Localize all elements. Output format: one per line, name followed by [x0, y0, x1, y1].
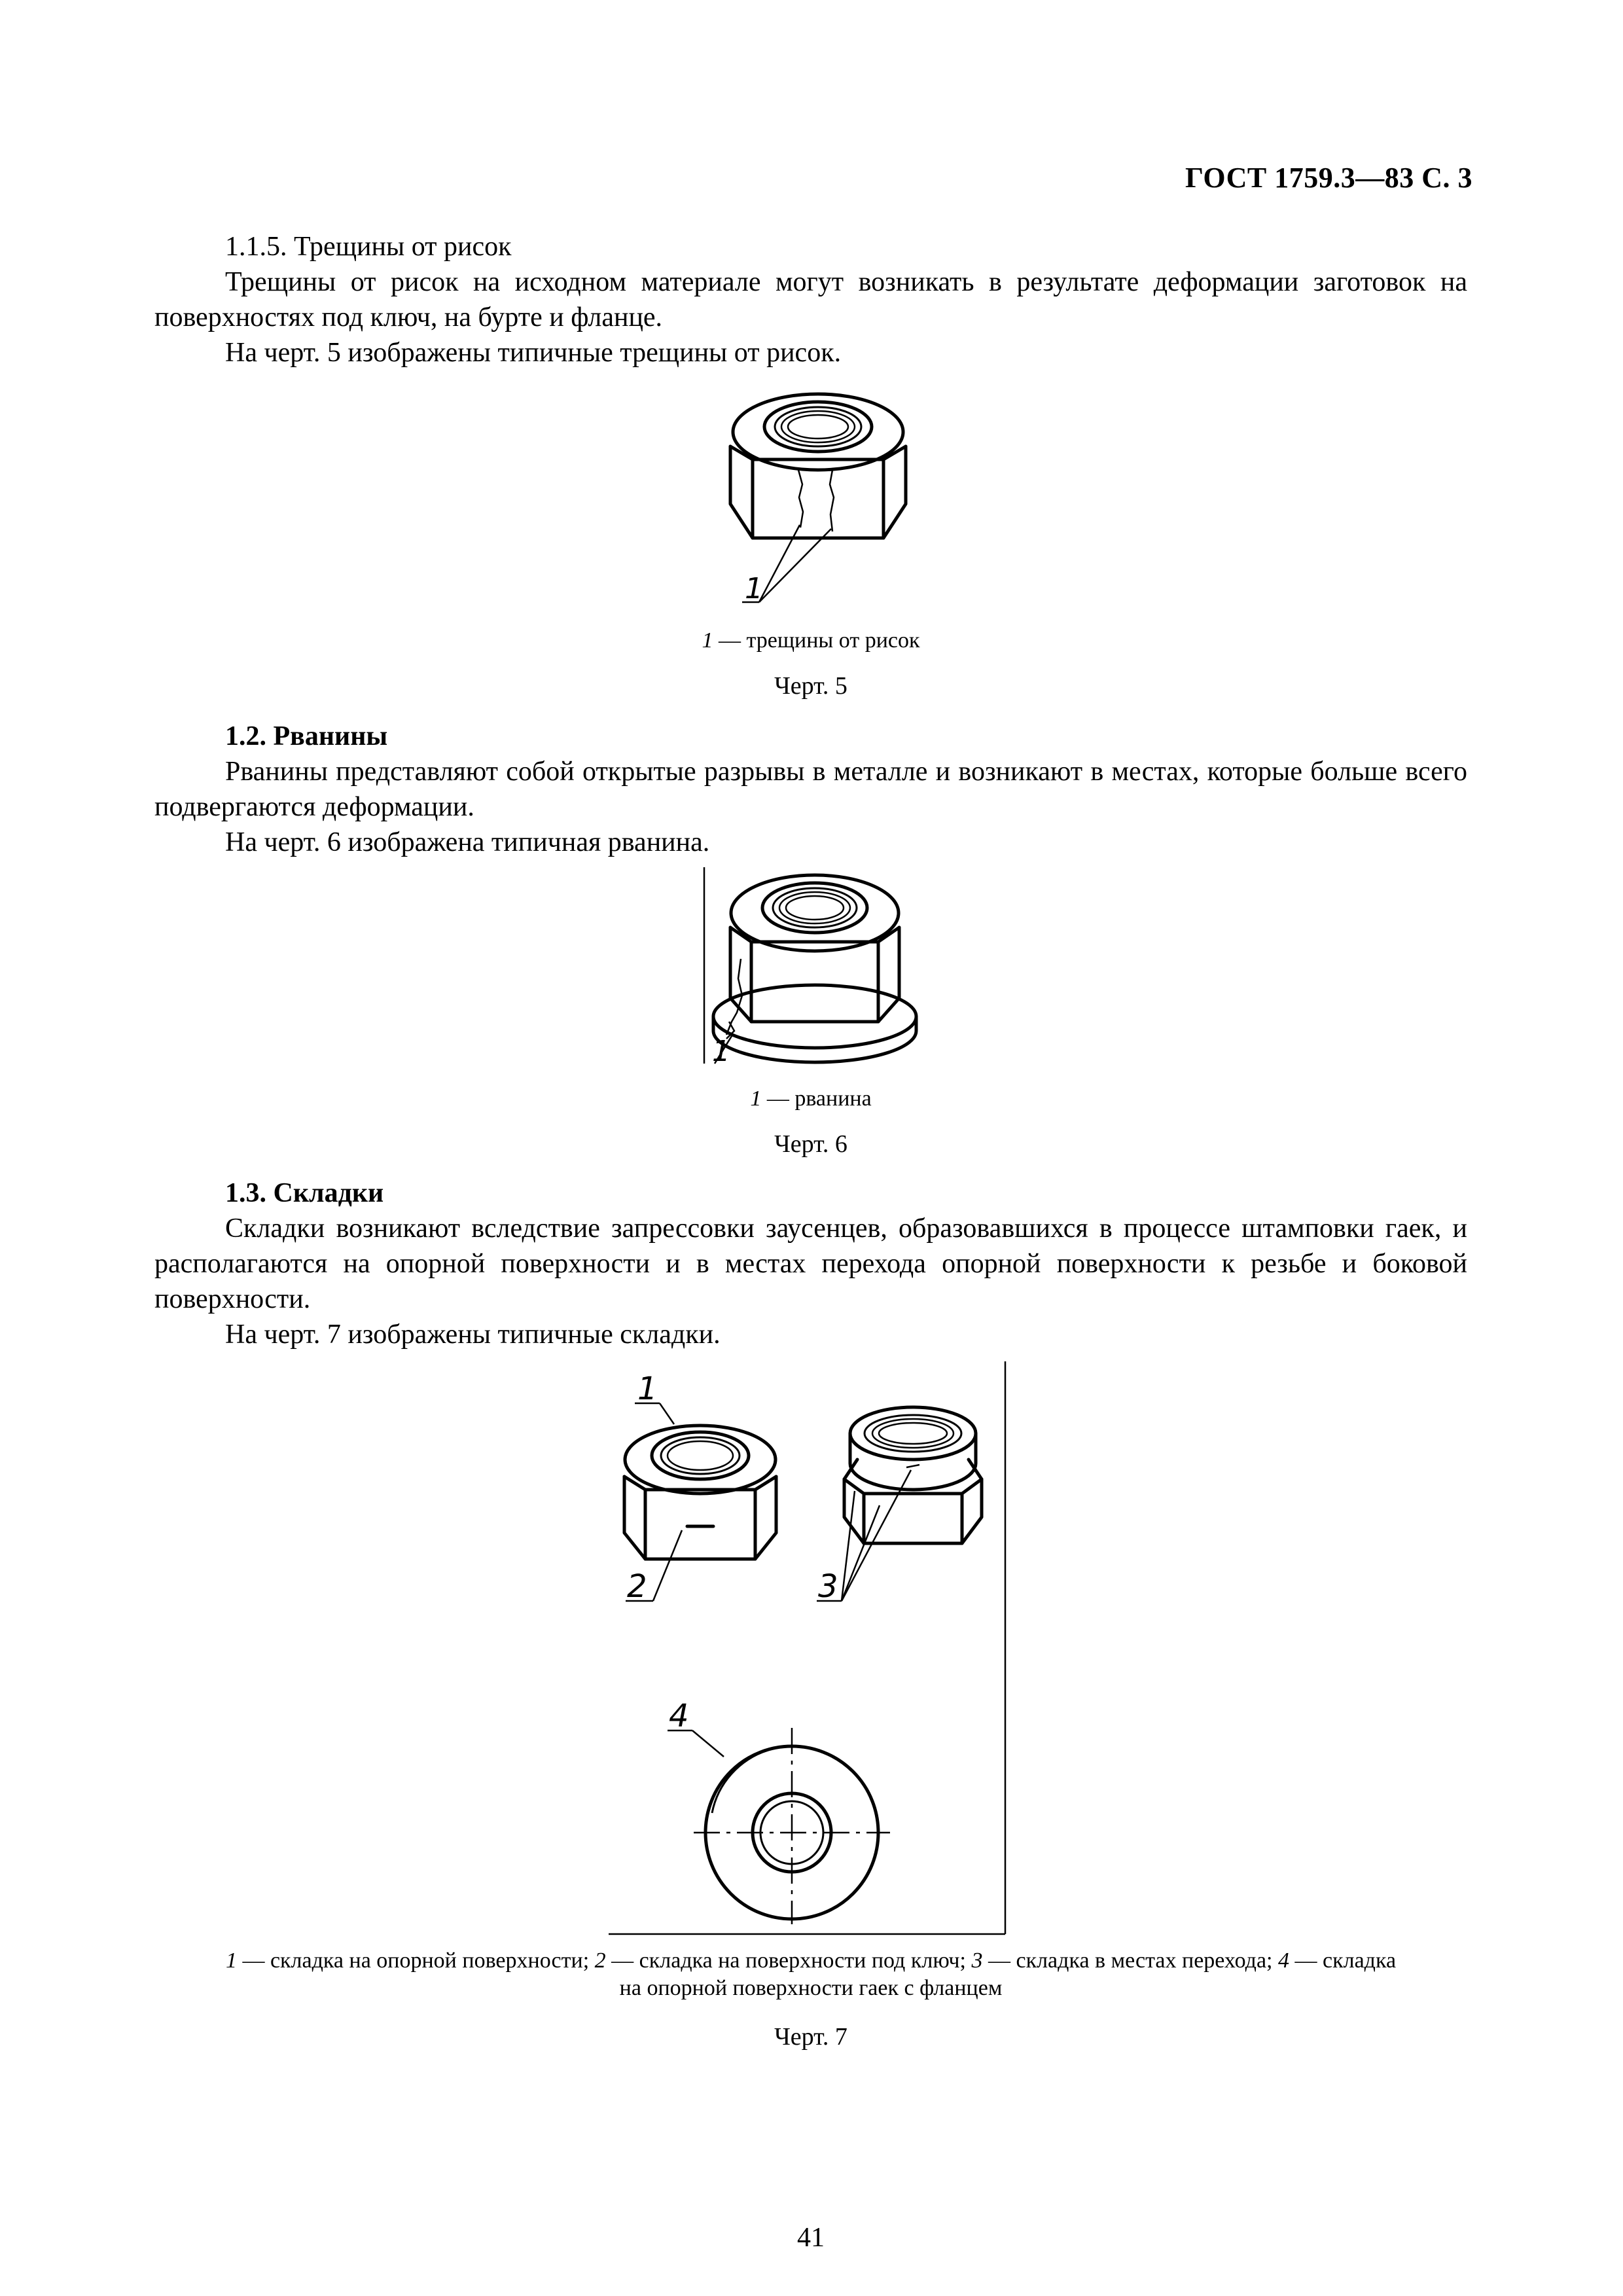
figure-7-label-4: 4	[669, 1698, 689, 1734]
figure-7-bottom-view	[668, 1698, 890, 1924]
figure-7-title: Черт. 7	[774, 2023, 847, 2051]
figure-5-label-1: 1	[745, 572, 763, 605]
figure-7-hex-nut-right	[817, 1407, 982, 1605]
section-1-1-5-title: 1.1.5. Трещины от рисок	[225, 232, 512, 262]
figure-7-label-2: 2	[627, 1568, 647, 1605]
figure-7-label-1: 1	[637, 1371, 658, 1407]
section-1-2-para2: На черт. 6 изображена типичная рванина.	[225, 827, 710, 857]
page-number: 41	[797, 2223, 825, 2253]
section-1-3-title: 1.3. Складки	[225, 1178, 384, 1208]
figure-5-hex-nut-drawing	[720, 386, 916, 609]
section-1-2-title: 1.2. Рванины	[225, 721, 388, 751]
section-1-2-para1: Рванины представляют собой открытые разрывы в металле и возникают в местах, которые больше всего подвергаются деформации.	[154, 757, 1467, 822]
figure-5-caption: 1 — трещины от рисок	[702, 628, 920, 653]
section-1-3-para1: Складки возникают вследствие запрессовки заусенцев, образовавшихся в процессе штамповки гаек, и располагаются на опорной поверхности и в местах перехода опорной поверхности к резьбе и боковой поверхности.	[154, 1213, 1467, 1314]
figure-6-label-1: 1	[712, 1035, 730, 1068]
figure-7-drawing	[609, 1361, 1014, 1937]
figure-7-label-3: 3	[818, 1568, 838, 1605]
figure-6-caption: 1 — рванина	[750, 1086, 872, 1111]
section-1-1-5-para2: На черт. 5 изображены типичные трещины от рисок.	[225, 338, 842, 368]
document-header: ГОСТ 1759.3—83 С. 3	[1185, 162, 1472, 194]
figure-6-title: Черт. 6	[774, 1130, 847, 1158]
figure-7-caption: 1 — складка на опорной поверхности; 2 — складка на поверхности под ключ; 3 — складка в местах перехода; 4 — складка на опорной поверхности гаек с фланцем	[225, 1948, 1397, 2000]
figure-6-flange-nut-drawing	[700, 867, 923, 1077]
section-1-3-para2: На черт. 7 изображены типичные складки.	[225, 1319, 721, 1350]
section-1-1-5-para1: Трещины от рисок на исходном материале могут возникать в результате деформации заготовок на поверхностях под ключ, на бурте и фланце.	[154, 267, 1467, 332]
figure-7-hex-nut-left	[624, 1371, 776, 1605]
figure-5-title: Черт. 5	[774, 672, 847, 700]
